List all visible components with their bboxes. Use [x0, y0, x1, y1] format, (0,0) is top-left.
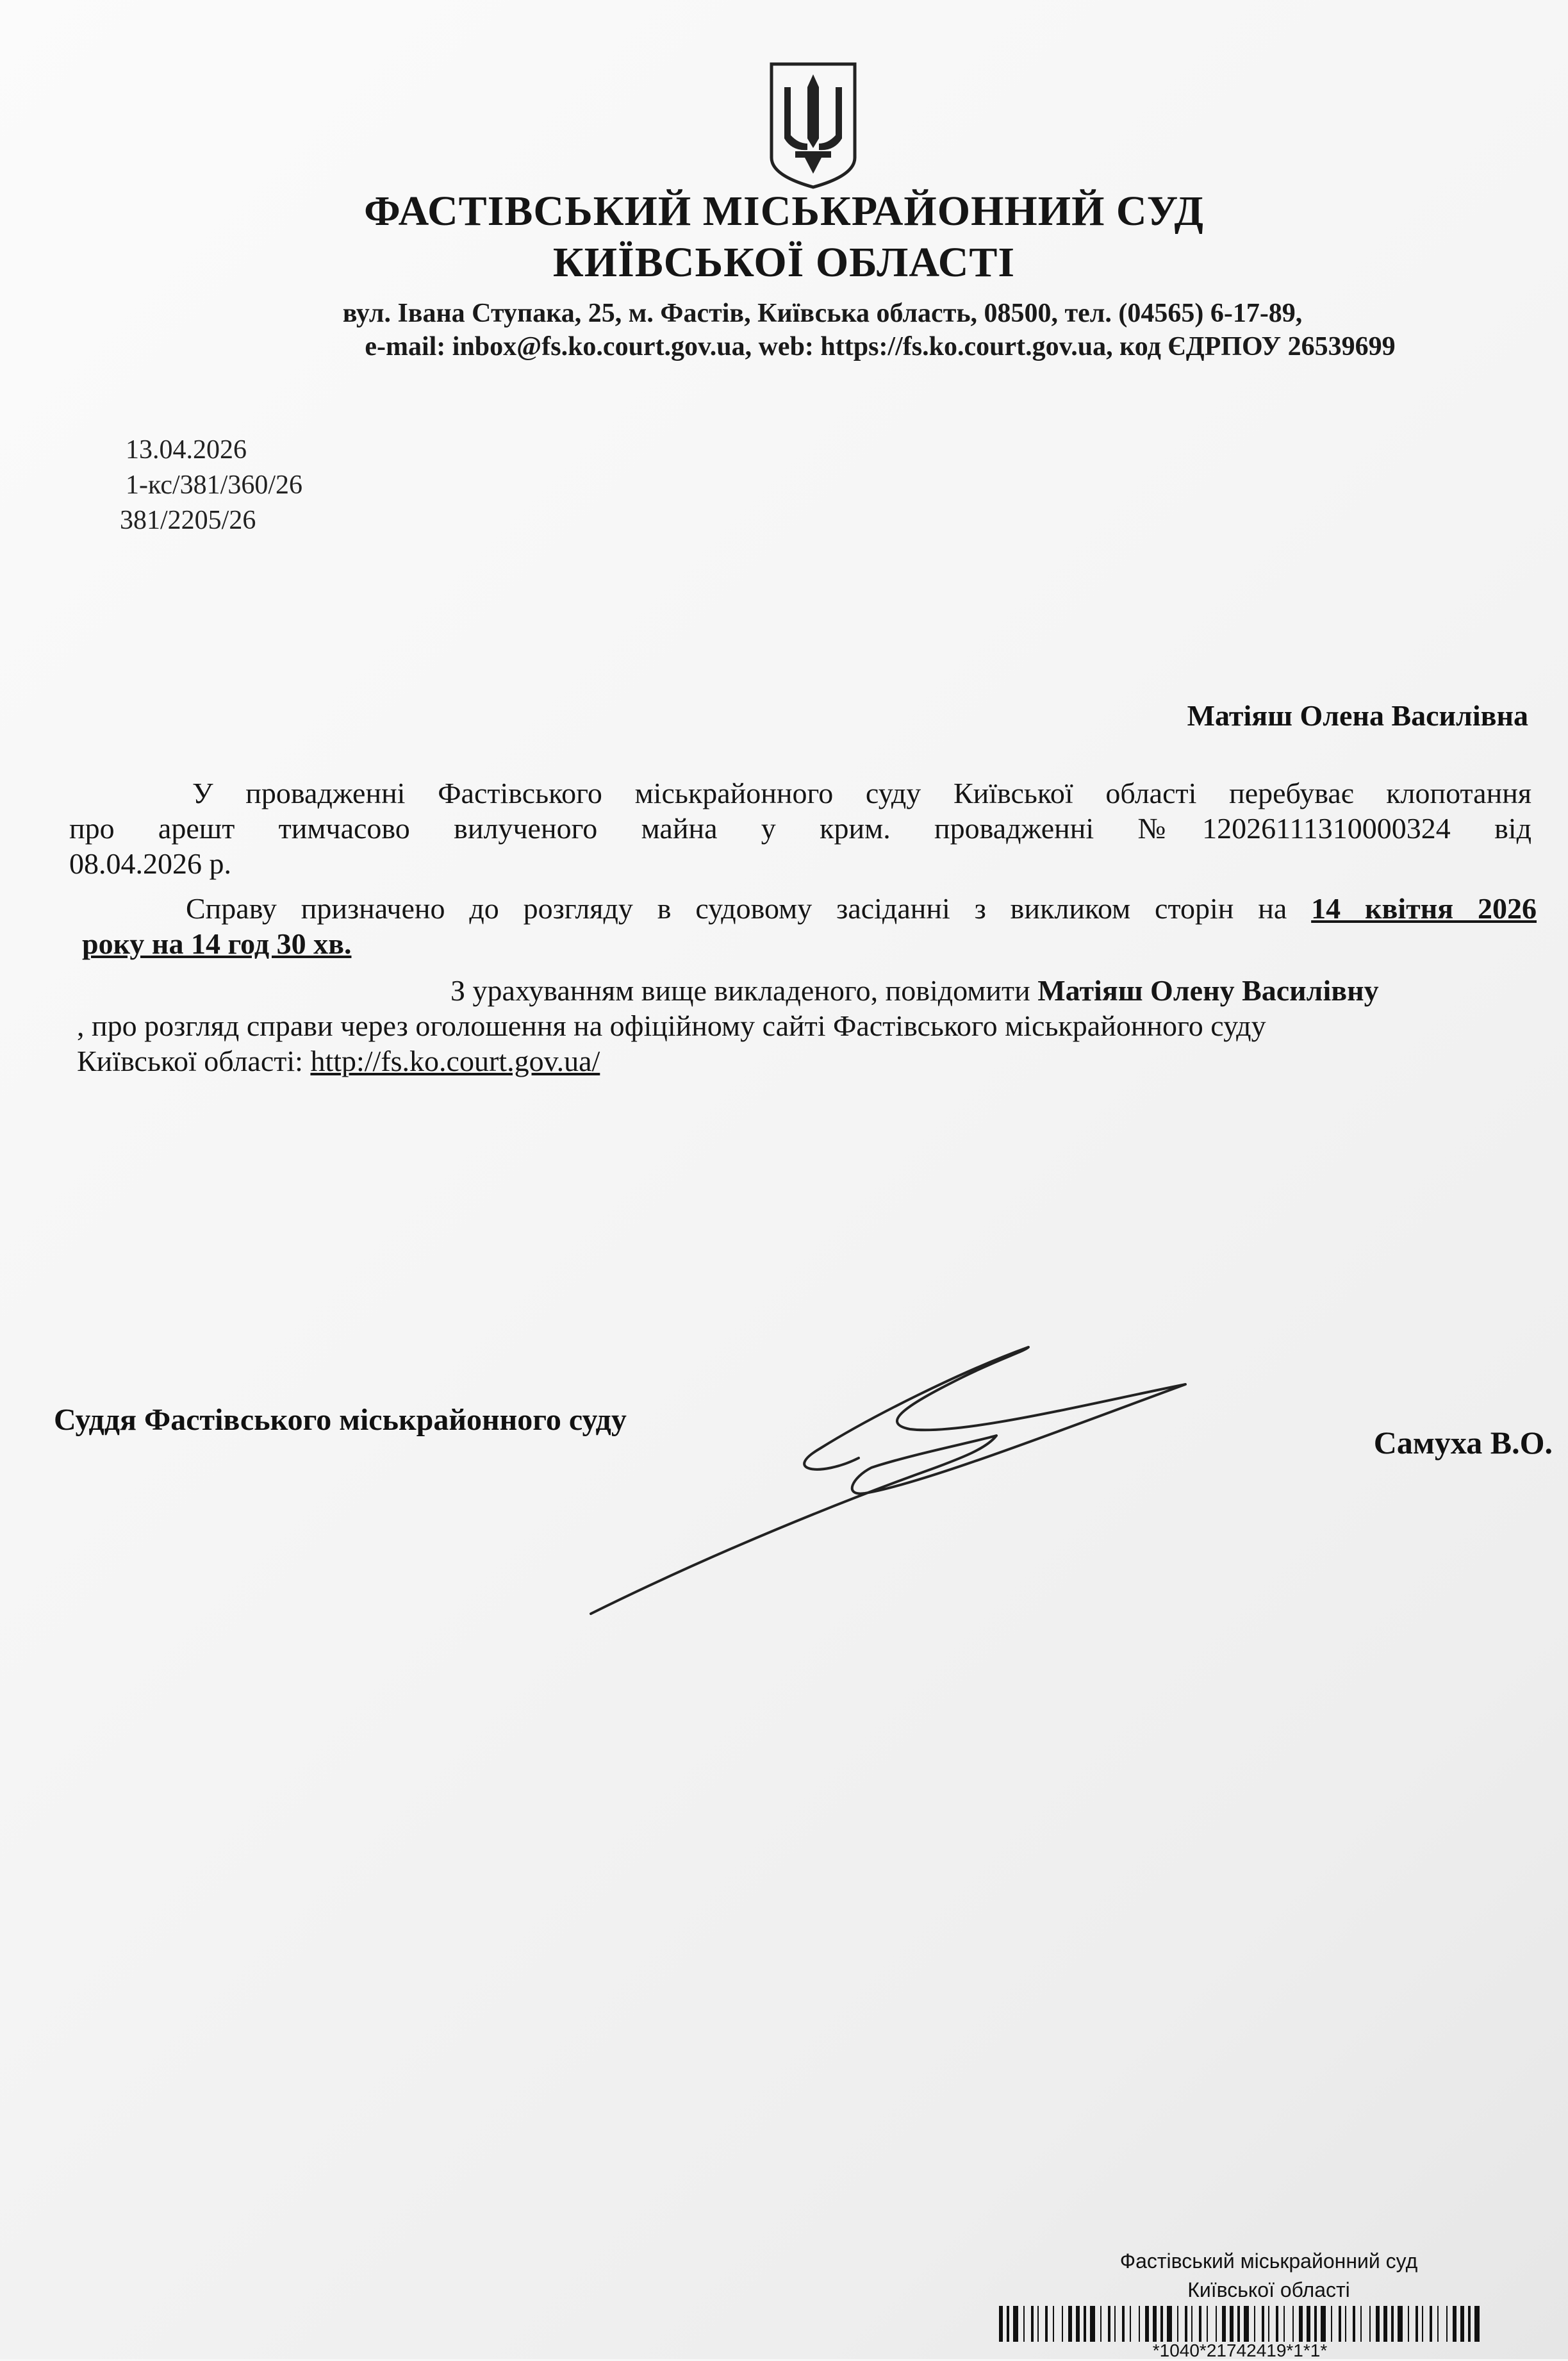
- region-text: Київської області:: [77, 1045, 311, 1077]
- judge-signature: [577, 1339, 1205, 1647]
- court-website-link[interactable]: http://fs.ko.court.gov.ua/: [310, 1045, 600, 1077]
- court-email-web: e-mail: inbox@fs.ko.court.gov.ua, web: https://fs.ko.court.gov.ua, код ЄДРПОУ 26539699: [365, 332, 1396, 361]
- court-address: вул. Івана Ступака, 25, м. Фастів, Київська область, 08500, тел. (04565) 6-17-89,: [342, 299, 1303, 328]
- judge-title: Суддя Фастівського міськрайонного суду: [54, 1403, 627, 1437]
- paragraph3-line3: [77, 1043, 600, 1079]
- hearing-time: року на 14 год 30 хв.: [82, 927, 352, 960]
- paragraph1-line3: 08.04.2026 р.: [69, 847, 231, 880]
- hearing-intro-text: Справу призначено до розгляду в судовому засіданні з викликом сторін на: [186, 892, 1287, 925]
- paragraph3-line1: [450, 973, 1379, 1008]
- barcode: [996, 2306, 1483, 2342]
- court-name-line1: ФАСТІВСЬКИЙ МІСЬКРАЙОННИЙ СУД: [364, 188, 1204, 235]
- trident-emblem-icon: [766, 62, 860, 190]
- notify-text: З урахуванням вище викладеного, повідомити: [450, 974, 1030, 1007]
- registry-stamp-region: Київської області: [1187, 2278, 1350, 2301]
- proceeding-number: 381/2205/26: [120, 506, 256, 535]
- hearing-date: 14 квітня 2026: [1311, 892, 1537, 925]
- notify-name: Матіяш Олену Василівну: [1037, 974, 1379, 1007]
- paragraph1-line2: про арешт тимчасово вилученого майна у крим. провадженні №12026111310000324 від: [69, 812, 1531, 845]
- barcode-number: *1040*21742419*1*1*: [1152, 2340, 1328, 2360]
- judge-name: Самуха В.О.: [1373, 1425, 1553, 1461]
- paragraph2-line1: [186, 891, 1537, 926]
- paragraph1-line1: У провадженні Фастівського міськрайонного суду Київської області перебуває клопотання: [192, 777, 1531, 809]
- case-number: 1-кс/381/360/26: [126, 470, 302, 500]
- document-date: 13.04.2026: [126, 435, 247, 465]
- court-name-line2: КИЇВСЬКОЇ ОБЛАСТІ: [552, 239, 1016, 286]
- addressee-name: Матіяш Олена Василівна: [1187, 699, 1528, 732]
- registry-stamp-court: Фастівський міськрайонний суд: [1119, 2249, 1418, 2273]
- paragraph3-line2: , про розгляд справи через оголошення на офіційному сайті Фастівського міськрайонного суду: [77, 1009, 1266, 1042]
